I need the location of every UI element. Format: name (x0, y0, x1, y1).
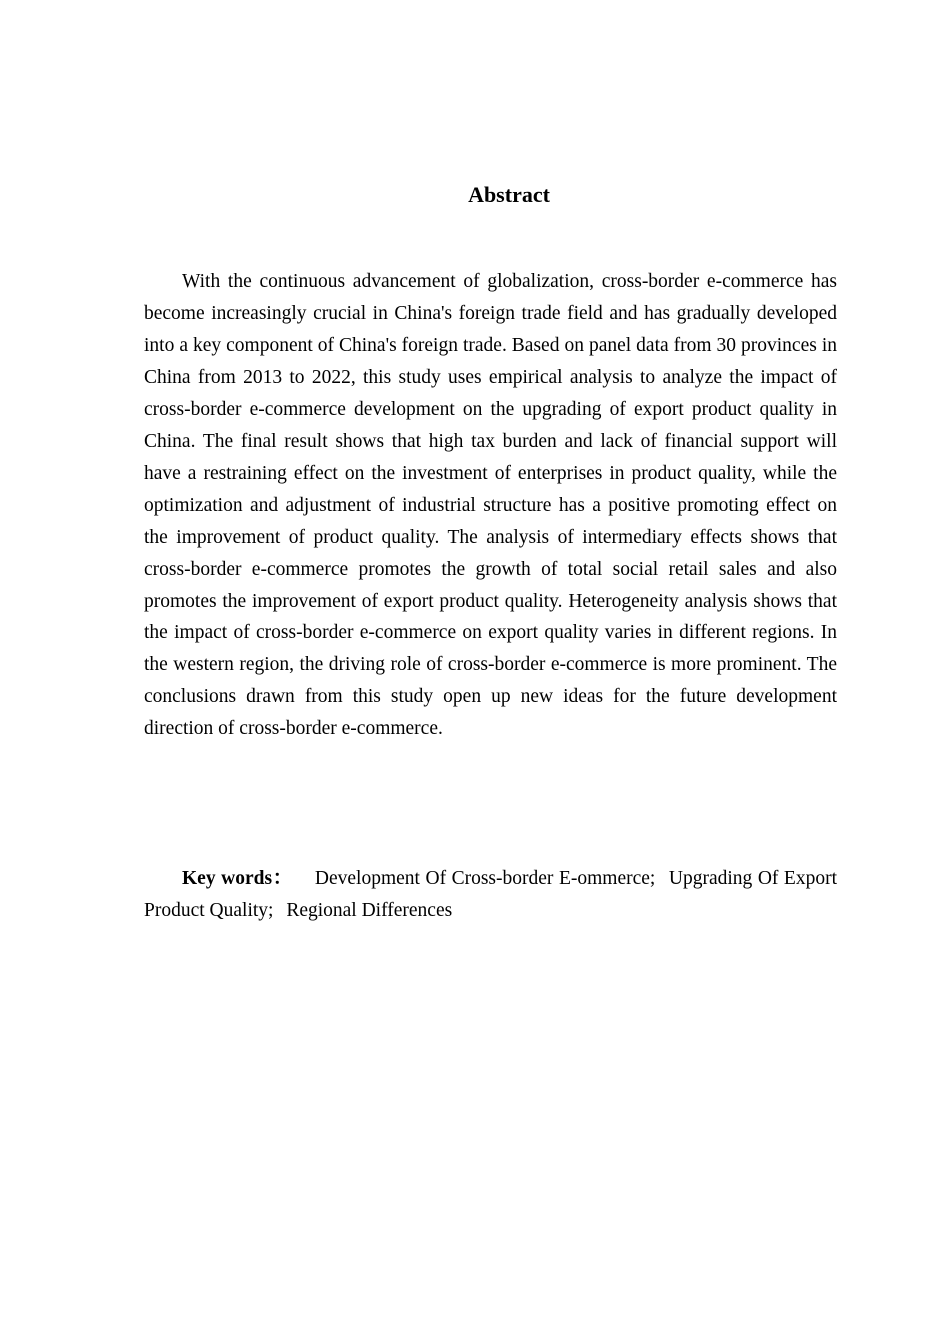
keywords-colon: ： (272, 868, 293, 889)
keywords-label: Key words (182, 868, 273, 889)
keyword-item: Development Of Cross-border E-ommerce; (314, 868, 656, 889)
keywords-paragraph (144, 863, 837, 927)
abstract-title: Abstract (468, 182, 550, 207)
keyword-item: Upgrading Of Export Product Quality; (144, 868, 838, 921)
keyword-item: Regional Differences (286, 899, 453, 921)
abstract-body: With the continuous advancement of globalization, cross-border e-commerce has become increasingly crucial in China's foreign trade field and has gradually developed into a key component of China's foreign trade. Based on panel data from 30 provinces in China from 2013 to 2022, this study uses empirical analysis to analyze the impact of cross-border e-commerce development on the upgrading of export product quality in China. The final result shows that high tax burden and lack of financial support will have a restraining effect on the investment of enterprises in product quality, while the optimization and adjustment of industrial structure has a positive promoting effect on the improvement of product quality. The analysis of intermediary effects shows that cross-border e-commerce promotes the growth of total social retail sales and also promotes the improvement of export product quality. Heterogeneity analysis shows that the impact of cross-border e-commerce on export quality varies in different regions. In the western region, the driving role of cross-border e-commerce is more prominent. The conclusions drawn from this study open up new ideas for the future development direction of cross-border e-commerce. (144, 271, 837, 740)
